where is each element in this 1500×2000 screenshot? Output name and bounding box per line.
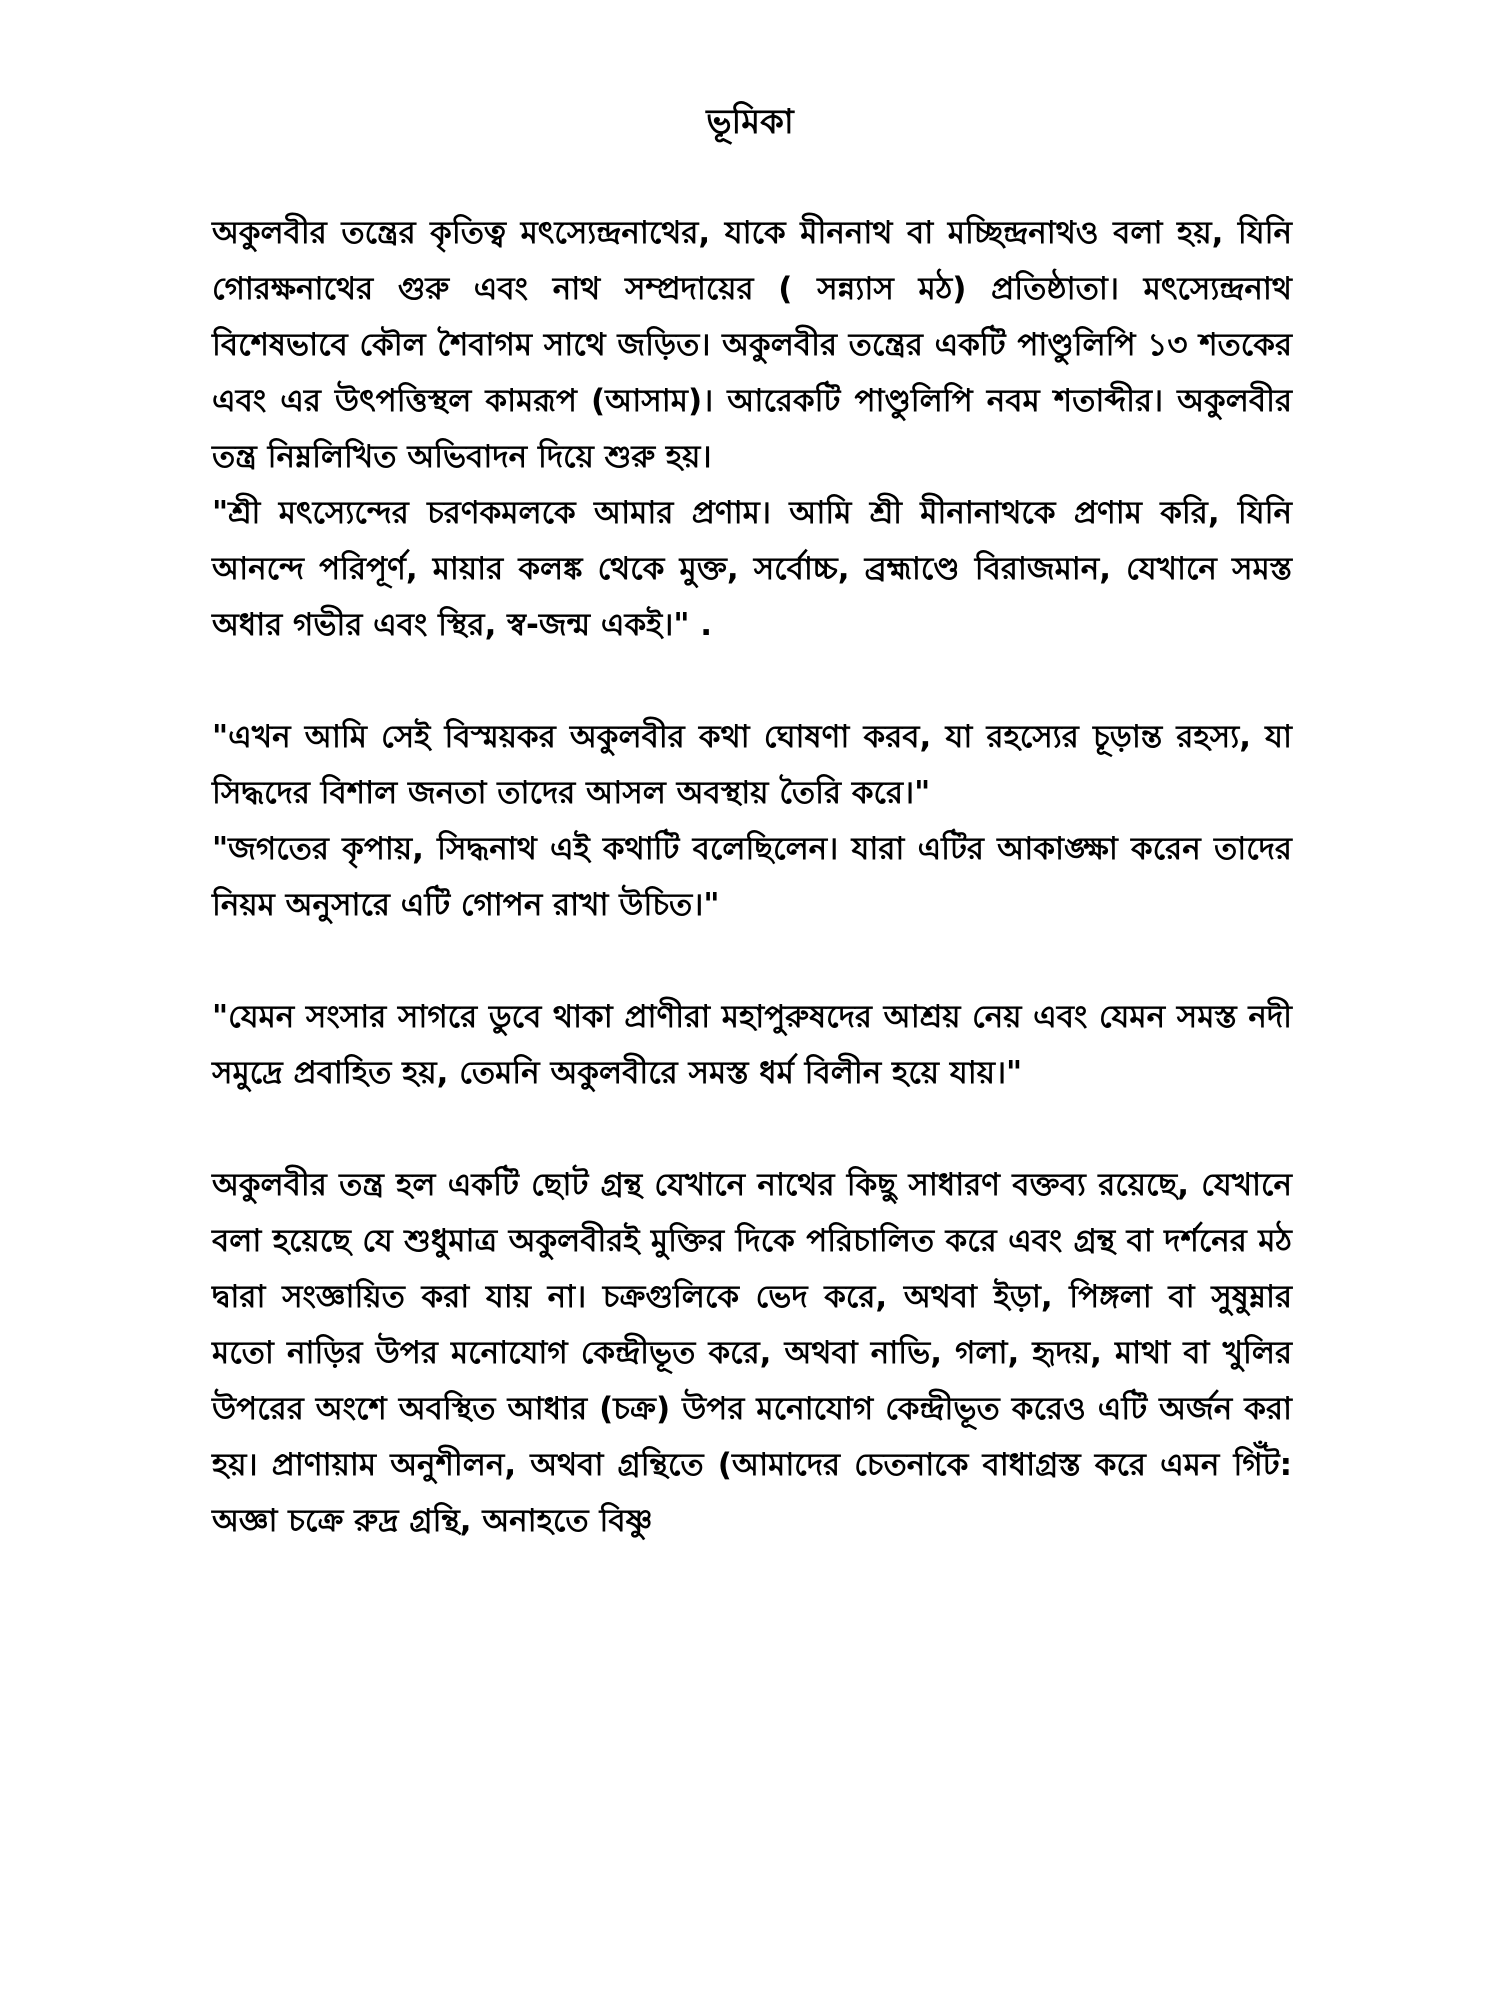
paragraph-ocean-quote: "যেমন সংসার সাগরে ডুবে থাকা প্রাণীরা মহাপুরুষদের আশ্রয় নেয় এবং যেমন সমস্ত নদী সমুদ্রে প্রবাহিত হয়, তেমনি অকুলবীরে সমস্ত ধর্ম বিলীন হয়ে যায়।" bbox=[212, 999, 1292, 1091]
paragraph-salutation-quote: "শ্রী মৎস্যেন্দের চরণকমলকে আমার প্রণাম। আমি শ্রী মীনানাথকে প্রণাম করি, যিনি আনন্দে পরিপূর্ণ, মায়ার কলঙ্ক থেকে মুক্ত, সর্বোচ্চ, ব্রহ্মাণ্ডে বিরাজমান, যেখানে সমস্ত অধার গভীর এবং স্থির, স্ব-জন্ম একই।" . bbox=[212, 495, 1292, 643]
paragraph-spacer bbox=[212, 653, 1292, 709]
paragraph-spacer bbox=[212, 1101, 1292, 1157]
page-title: ভূমিকা bbox=[706, 102, 794, 142]
paragraph-spacer bbox=[212, 933, 1292, 989]
document-body bbox=[212, 205, 1292, 1549]
paragraph-siddhanath-quote: "জগতের কৃপায়, সিদ্ধনাথ এই কথাটি বলেছিলেন। যারা এটির আকাঙ্ক্ষা করেন তাদের নিয়ম অনুসারে এটি গোপন রাখা উচিত।" bbox=[212, 831, 1292, 923]
paragraph-description: অকুলবীর তন্ত্র হল একটি ছোট গ্রন্থ যেখানে নাথের কিছু সাধারণ বক্তব্য রয়েছে, যেখানে বলা হয়েছে যে শুধুমাত্র অকুলবীরই মুক্তির দিকে পরিচালিত করে এবং গ্রন্থ বা দর্শনের মঠ দ্বারা সংজ্ঞায়িত করা যায় না। চক্রগুলিকে ভেদ করে, অথবা ইড়া, পিঙ্গলা বা সুষুম্নার মতো নাড়ির উপর মনোযোগ কেন্দ্রীভূত করে, অথবা নাভি, গলা, হৃদয়, মাথা বা খুলির উপরের অংশে অবস্থিত আধার (চক্র) উপর মনোযোগ কেন্দ্রীভূত করেও এটি অর্জন করা হয়। প্রাণায়াম অনুশীলন, অথবা গ্রন্থিতে (আমাদের চেতনাকে বাধাগ্রস্ত করে এমন গিঁট: অজ্ঞা চক্রে রুদ্র গ্রন্থি, অনাহতে বিষ্ণু bbox=[212, 1167, 1292, 1539]
paragraph-intro: অকুলবীর তন্ত্রের কৃতিত্ব মৎস্যেন্দ্রনাথের, যাকে মীননাথ বা মচ্ছিন্দ্রনাথও বলা হয়, যিনি গোরক্ষনাথের গুরু এবং নাথ সম্প্রদায়ের ( সন্ন্যাস মঠ) প্রতিষ্ঠাতা। মৎস্যেন্দ্রনাথ বিশেষভাবে কৌল শৈবাগম সাথে জড়িত। অকুলবীর তন্ত্রের একটি পাণ্ডুলিপি ১৩ শতকের এবং এর উৎপত্তিস্থল কামরূপ (আসাম)। আরেকটি পাণ্ডুলিপি নবম শতাব্দীর। অকুলবীর তন্ত্র নিম্নলিখিত অভিবাদন দিয়ে শুরু হয়। bbox=[212, 215, 1292, 475]
paragraph-proclamation-quote: "এখন আমি সেই বিস্ময়কর অকুলবীর কথা ঘোষণা করব, যা রহস্যের চূড়ান্ত রহস্য, যা সিদ্ধদের বিশাল জনতা তাদের আসল অবস্থায় তৈরি করে।" bbox=[212, 719, 1292, 811]
